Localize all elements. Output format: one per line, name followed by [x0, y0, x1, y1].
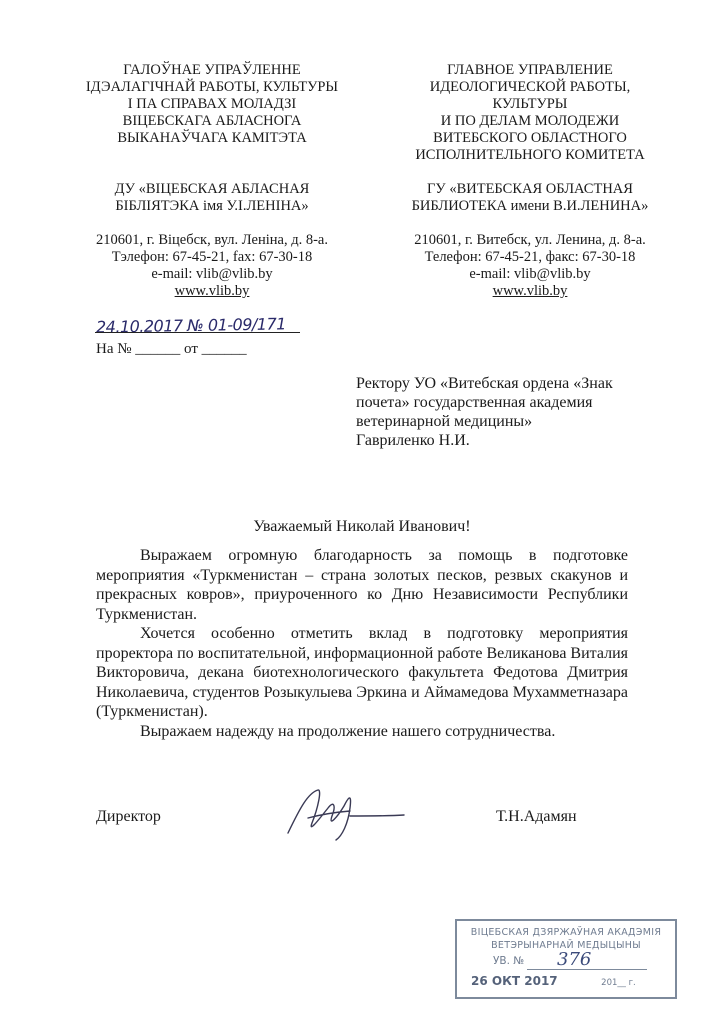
addressee-line: почета» государственная академия [356, 394, 593, 411]
stamp-line: ВІЦЕБСКАЯ ДЗЯРЖАЎНАЯ АКАДЭМІЯ [470, 927, 662, 938]
library-line: ГУ «ВИТЕБСКАЯ ОБЛАСТНАЯ [427, 181, 633, 197]
handwritten-signature [278, 778, 408, 848]
phone: Тэлефон: 67-45-21, fax: 67-30-18 [111, 249, 313, 265]
stamp-date-row [471, 974, 636, 988]
stamp-number-handwritten: 376 [557, 949, 592, 970]
stamp-date: 26 ОКТ 2017 [471, 974, 558, 988]
signatory-name: Т.Н.Адамян [496, 808, 577, 825]
email: e-mail: vlib@vlib.by [151, 266, 273, 282]
website-link[interactable]: www.vlib.by [174, 283, 250, 299]
org-line: И ПО ДЕЛАМ МОЛОДЕЖИ [440, 113, 620, 129]
body-paragraph: Выражаем надежду на продолжение нашего сотрудничества. [140, 722, 556, 740]
library-line: БІБЛІЯТЭКА імя У.І.ЛЕНІНА» [115, 198, 309, 214]
addressee-line: Ректору УО «Витебская ордена «Знак [356, 375, 613, 392]
org-line: ВИТЕБСКОГО ОБЛАСТНОГО [433, 130, 627, 146]
header-right [380, 62, 680, 300]
org-line: ВІЦЕБСКАГА АБЛАСНОГА [122, 113, 302, 129]
addressee-block [356, 374, 676, 450]
letter-body [96, 546, 628, 741]
website-link[interactable]: www.vlib.by [492, 283, 568, 299]
org-line: І ПА СПРАВАХ МОЛАДЗІ [127, 96, 297, 112]
org-line: ВЫКАНАЎЧАГА КАМІТЭТА [117, 130, 307, 146]
signatory-position: Директор [96, 808, 161, 825]
outgoing-number-underline [95, 332, 300, 333]
address: 210601, г. Витебск, ул. Ленина, д. 8-а. [414, 232, 646, 248]
library-line: БИБЛИОТЕКА имени В.И.ЛЕНИНА» [411, 198, 649, 214]
org-line: ИСПОЛНИТЕЛЬНОГО КОМИТЕТА [415, 147, 645, 163]
header-left [62, 62, 362, 300]
phone: Телефон: 67-45-21, факс: 67-30-18 [424, 249, 636, 265]
stamp-number-label: УВ. № [493, 955, 525, 967]
addressee-line: ветеринарной медицины» [356, 413, 533, 430]
address: 210601, г. Віцебск, вул. Леніна, д. 8-а. [96, 232, 328, 248]
org-line: ГЛАВНОЕ УПРАВЛЕНИЕ [447, 62, 613, 78]
stamp-year-field: 201__ г. [601, 978, 636, 988]
org-line: ІДЭАЛАГІЧНАЙ РАБОТЫ, КУЛЬТУРЫ [85, 79, 339, 95]
org-line: КУЛЬТУРЫ [492, 96, 568, 112]
body-paragraph: Выражаем огромную благодарность за помощь в подготовке мероприятия «Туркменистан – страна золотых песков, резвых скакунов и прекрасных ковров», приуроченного ко Дню Независимости Республики Туркменистан. [96, 547, 628, 623]
org-line: ГАЛОЎНАЕ УПРАЎЛЕННЕ [123, 62, 301, 78]
addressee-line: Гавриленко Н.И. [356, 432, 470, 449]
registration-stamp [455, 919, 677, 999]
stamp-line: ВЕТЭРЫНАРНАЙ МЕДЫЦЫНЫ [491, 940, 641, 951]
outgoing-number-handwritten: 24.10.2017 № 01-09/171 [95, 314, 286, 337]
reference-line: На № ______ от ______ [96, 341, 247, 357]
email: e-mail: vlib@vlib.by [469, 266, 591, 282]
org-line: ИДЕОЛОГИЧЕСКОЙ РАБОТЫ, [429, 79, 631, 95]
body-paragraph: Хочется особенно отметить вклад в подготовку мероприятия проректора по воспитательной, информационной работе Великанова Виталия Викторовича, декана биотехнологического факультета Федотова Дмитрия Николаевича, студентов Розыкулыева Эркина и Аймамедова Мухамметназара (Туркменистан). [96, 625, 628, 720]
salutation: Уважаемый Николай Иванович! [253, 518, 471, 535]
library-line: ДУ «ВІЦЕБСКАЯ АБЛАСНАЯ [114, 181, 310, 197]
